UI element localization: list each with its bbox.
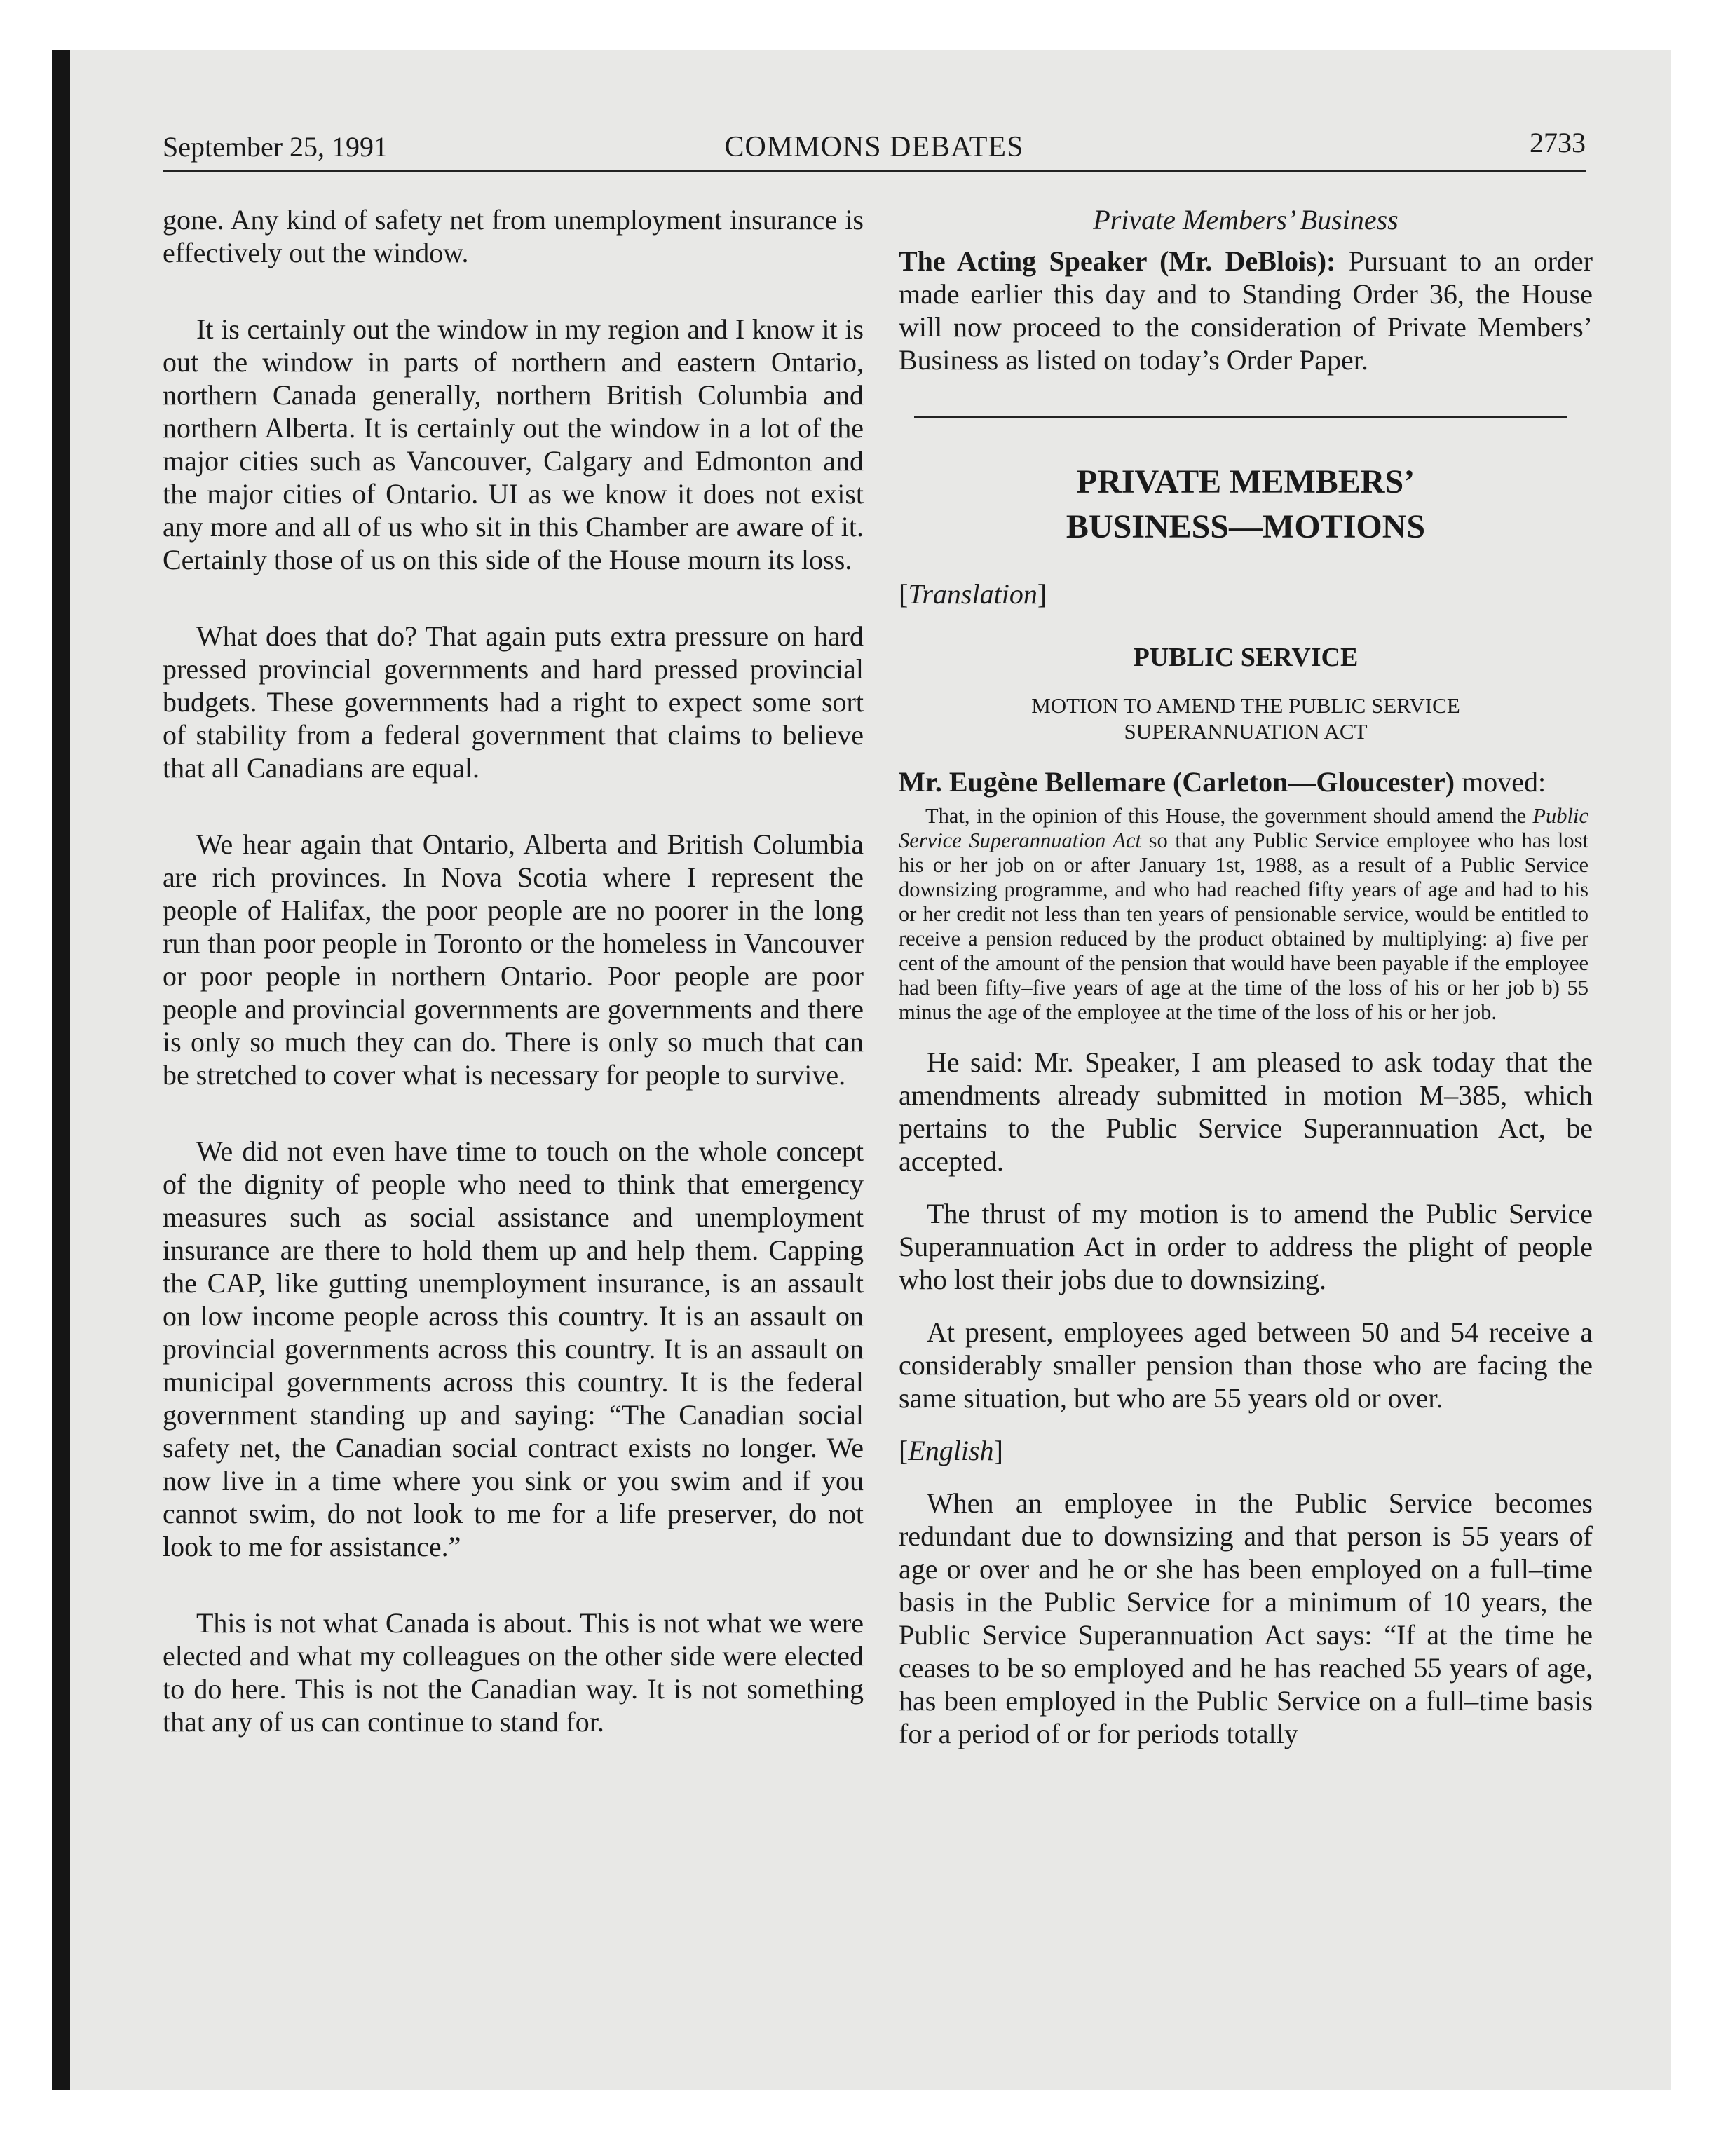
- english-tag-text: English: [908, 1435, 994, 1466]
- left-paragraph-4: We hear again that Ontario, Alberta and British Columbia are rich provinces. In Nova Scotia where I represent the people of Halifax, the poor people are no poorer in the long run than poor people in Toronto or the homeless in Vancouver or poor people in northern Ontario. Poor people are poor people and provincial governments are governments and there is only so much they can do. There is only so much that can be stretched to cover what is necessary for people to survive.: [163, 828, 864, 1091]
- motion-act-title: Public Service Superannuation Act: [899, 804, 1588, 852]
- motion-text-part-1: That, in the opinion of this House, the government should amend the: [925, 804, 1533, 828]
- right-paragraph-3: At present, employees aged between 50 and 54 receive a considerably smaller pension than those who are facing the same situation, but who are 55 years old or over.: [899, 1316, 1593, 1414]
- right-paragraph-1: He said: Mr. Speaker, I am pleased to ask today that the amendments already submitted in motion M–385, which pertains to the Public Service Superannuation Act, be accepted.: [899, 1046, 1593, 1177]
- section-heading-line-1: PRIVATE MEMBERS’: [1076, 463, 1415, 500]
- motion-text: [899, 804, 1593, 1025]
- section-divider: [914, 416, 1567, 418]
- right-paragraph-4: When an employee in the Public Service becomes redundant due to downsizing and that person is 55 years of age or over and he or she has been employed on a full–time basis in the Public Service for a minimum of 10 years, the Public Service Superannuation Act says: “If at the time he ceases to be so employed and he has reached 55 years of age, has been employed in the Public Service on a full–time basis for a period of or for periods totally: [899, 1487, 1593, 1749]
- left-paragraph-6: This is not what Canada is about. This is not what we were elected and what my colleagues on the other side were elected to do here. This is not the Canadian way. It is not something that any of us can continue to stand for.: [163, 1607, 864, 1738]
- section-heading-line-2: BUSINESS—MOTIONS: [1066, 508, 1426, 545]
- header-title: COMMONS DEBATES: [724, 131, 1024, 163]
- motion-heading: [899, 692, 1593, 744]
- left-paragraph-2: It is certainly out the window in my region and I know it is out the window in parts of northern and eastern Ontario, northern Canada generally, northern British Columbia and northern Alberta. It is certainly out the window in a lot of the major cities such as Vancouver, Calgary and Edmonton and the major cities of Ontario. UI as we know it does not exist any more and all of us who sit in this Chamber are aware of it. Certainly those of us on this side of the House mourn its loss.: [163, 313, 864, 575]
- page-number: 2733: [1530, 127, 1586, 158]
- page-header: [163, 126, 1586, 172]
- mover-verb: moved:: [1455, 766, 1546, 798]
- motion-text-part-2: so that any Public Service employee who has lost his or her job on or after January 1st, 1988, as a result of a Public Service downsizing programme, and who had reached fifty years of age and had to his or her credit not less than ten years of pensionable service, would be entitled to receive a pension reduced by the product obtained by multiplying: a) five per cent of the amount of the pension that would have been payable if the employee had been fifty–five years of age at the time of the loss of his or her job b) 55 minus the age of the employee at the time of the loss of his or her job.: [899, 828, 1588, 1024]
- speaker-paragraph: [899, 245, 1593, 376]
- speaker-text: Pursuant to an order made earlier this day and to Standing Order 36, the House will now proceed to the consideration of Private Members’ Business as listed on today’s Order Paper.: [899, 245, 1593, 376]
- left-paragraph-1: gone. Any kind of safety net from unemployment insurance is effectively out the window.: [163, 204, 864, 268]
- left-column: [163, 203, 864, 1782]
- sub-heading: PUBLIC SERVICE: [1133, 643, 1359, 672]
- section-label: Private Members’ Business: [1093, 204, 1399, 236]
- motion-heading-line-2: SUPERANNUATION ACT: [1124, 719, 1368, 744]
- speaker-name: The Acting Speaker (Mr. DeBlois):: [899, 245, 1336, 277]
- section-heading: [899, 460, 1593, 550]
- english-tag: [English]: [899, 1435, 1003, 1466]
- left-paragraph-5: We did not even have time to touch on the whole concept of the dignity of people who need to think that emergency measures such as social assistance and unemployment insurance are there to hold them up and help them. Capping the CAP, like gutting unemployment insurance, is an assault on low income people across this country. It is an assault on provincial governments across this country. It is an assault on municipal governments across this country. It is the federal government standing up and saying: “The Canadian social safety net, the Canadian social contract exists no longer. We now live in a time where you sink or you swim and if you cannot swim, do not look to me for a life preserver, do not look to me for assistance.”: [163, 1135, 864, 1562]
- binding-edge: [52, 50, 70, 2090]
- mover-line: [899, 765, 1593, 798]
- translation-tag-text: Translation: [908, 578, 1037, 610]
- mover-name: Mr. Eugène Bellemare (Carleton—Gloucester): [899, 766, 1455, 798]
- header-date: September 25, 1991: [163, 131, 388, 163]
- right-paragraph-2: The thrust of my motion is to amend the Public Service Superannuation Act in order to address the plight of people who lost their jobs due to downsizing.: [899, 1198, 1593, 1295]
- right-column: [899, 203, 1593, 1770]
- motion-heading-line-1: MOTION TO AMEND THE PUBLIC SERVICE: [1031, 693, 1460, 718]
- left-paragraph-3: What does that do? That again puts extra pressure on hard pressed provincial governments and hard pressed provincial budgets. These governments had a right to expect some sort of stability from a federal government that claims to believe that all Canadians are equal.: [163, 620, 864, 784]
- translation-tag: [Translation]: [899, 578, 1047, 610]
